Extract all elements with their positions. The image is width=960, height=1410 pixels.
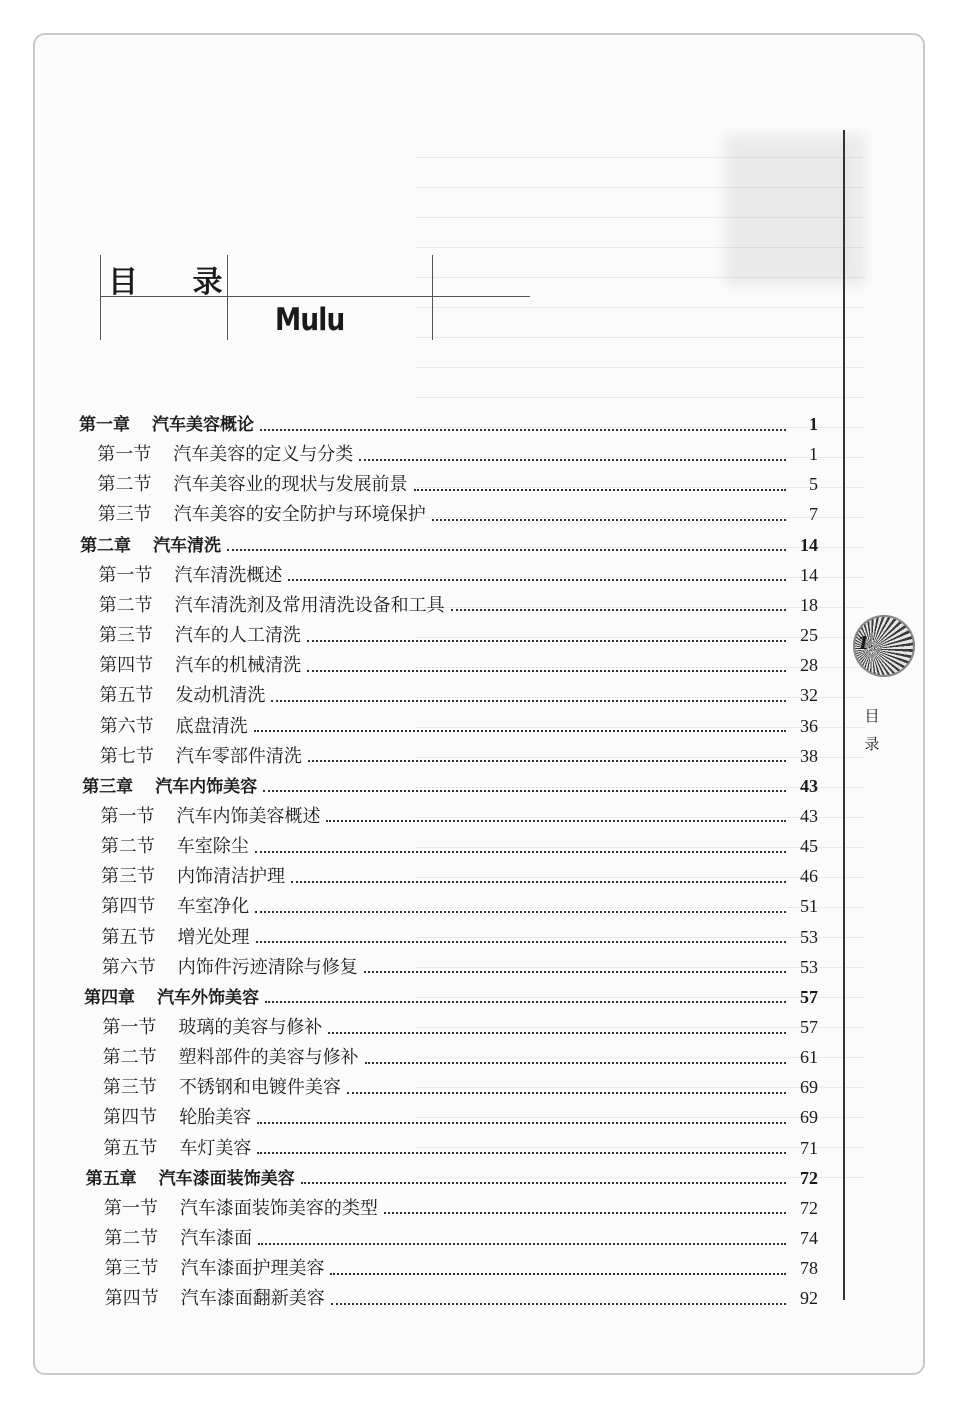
toc-section-row[interactable] xyxy=(100,742,818,772)
toc-entry-number: 第三节 xyxy=(102,1077,157,1099)
toc-entry-number: 第一章 xyxy=(79,415,130,435)
toc-page-number: 32 xyxy=(799,685,818,706)
toc-leader-dots xyxy=(384,1211,786,1214)
toc-leader-dots xyxy=(288,578,786,581)
toc-page-number: 72 xyxy=(799,1197,818,1218)
toc-entry-title: 汽车零部件清洗 xyxy=(175,745,302,767)
toc-leader-dots xyxy=(326,819,786,822)
toc-page-number: 53 xyxy=(799,956,818,977)
toc-entry-number: 第五节 xyxy=(103,1137,158,1159)
toc-entry-number: 第四节 xyxy=(104,1288,159,1310)
toc-leader-dots xyxy=(256,940,786,943)
side-section-label xyxy=(862,702,882,758)
toc-entry-title: 汽车美容业的现状与发展前景 xyxy=(173,474,408,496)
toc-entry-number: 第五节 xyxy=(99,685,154,707)
toc-entry-number: 第三节 xyxy=(97,504,152,526)
toc-entry-number: 第二章 xyxy=(80,535,132,556)
toc-leader-dots xyxy=(291,880,786,883)
toc-entry-number: 第六节 xyxy=(99,715,154,737)
toc-title-box xyxy=(100,255,530,340)
toc-entry-number: 第七节 xyxy=(99,745,154,767)
toc-leader-dots xyxy=(347,1091,786,1094)
toc-entry-title: 增光处理 xyxy=(177,926,250,948)
toc-leader-dots xyxy=(263,789,786,792)
toc-section-row[interactable] xyxy=(99,681,818,711)
toc-page-number: 69 xyxy=(799,1077,818,1098)
toc-entry-number: 第四节 xyxy=(103,1107,158,1129)
toc-leader-dots xyxy=(257,1151,786,1154)
toc-entry-number: 第一节 xyxy=(98,564,153,586)
toc-entry-title: 汽车漆面装饰美容的类型 xyxy=(179,1197,378,1219)
toc-page-number: 46 xyxy=(800,866,818,887)
toc-heading: 目 录 xyxy=(108,265,245,300)
side-label-char: 录 xyxy=(864,735,880,753)
toc-leader-dots xyxy=(330,1272,786,1275)
toc-section-row[interactable] xyxy=(101,862,818,892)
title-box-line xyxy=(100,255,101,340)
toc-entry-title: 轮胎美容 xyxy=(179,1107,252,1129)
toc-page-number: 25 xyxy=(799,625,818,646)
toc-leader-dots xyxy=(257,1121,786,1124)
toc-entry-number: 第一节 xyxy=(103,1197,158,1219)
toc-section-row[interactable] xyxy=(104,1194,818,1224)
toc-page-number: 43 xyxy=(799,805,818,826)
toc-section-row[interactable] xyxy=(98,561,818,591)
toc-page-number: 71 xyxy=(799,1137,818,1158)
toc-chapter-row[interactable] xyxy=(80,531,818,561)
toc-entry-number: 第三节 xyxy=(101,866,155,888)
toc-page-number: 57 xyxy=(799,986,818,1007)
toc-page-number: 61 xyxy=(799,1047,818,1068)
toc-leader-dots xyxy=(359,458,786,461)
toc-section-row[interactable] xyxy=(98,500,818,530)
toc-page-number: 43 xyxy=(799,775,818,796)
toc-page-number: 45 xyxy=(799,836,818,857)
title-box-line xyxy=(432,255,433,340)
toc-chapter-row[interactable] xyxy=(84,983,818,1013)
toc-page-number: 5 xyxy=(808,474,818,495)
toc-section-row[interactable] xyxy=(104,1224,818,1254)
toc-page-number: 36 xyxy=(799,715,818,736)
toc-entry-number: 第三节 xyxy=(98,625,153,647)
toc-entry-number: 第二节 xyxy=(98,594,153,616)
toc-entry-title: 汽车内饰美容概述 xyxy=(176,805,321,827)
toc-page-number: 74 xyxy=(799,1228,818,1249)
toc-page-number: 18 xyxy=(799,594,818,615)
toc-page-number: 1 xyxy=(809,414,818,434)
toc-section-row[interactable] xyxy=(102,1013,818,1043)
toc-entry-title: 汽车美容的安全防护与环境保护 xyxy=(173,504,426,526)
toc-entry-title: 发动机清洗 xyxy=(175,685,266,707)
toc-page-number: 72 xyxy=(799,1167,818,1188)
toc-section-row[interactable] xyxy=(103,1103,818,1133)
toc-entry-number: 第五章 xyxy=(85,1168,137,1189)
toc-chapter-row[interactable] xyxy=(82,772,818,802)
toc-section-row[interactable] xyxy=(103,1134,818,1164)
toc-entry-title: 内饰清洁护理 xyxy=(177,866,285,888)
toc-section-row[interactable] xyxy=(104,1254,818,1284)
toc-entry-title: 汽车的人工清洗 xyxy=(174,625,301,647)
toc-page-number: 78 xyxy=(799,1258,818,1279)
toc-entry-title: 车灯美容 xyxy=(179,1137,252,1159)
toc-entry-title: 汽车内饰美容 xyxy=(155,776,258,797)
toc-page-number: 1 xyxy=(808,444,818,465)
toc-page-number: 92 xyxy=(799,1288,818,1309)
side-page-number: 1 xyxy=(857,633,870,654)
toc-entry-title: 汽车漆面护理美容 xyxy=(180,1258,325,1280)
toc-section-row[interactable] xyxy=(99,651,818,681)
toc-entry-number: 第一节 xyxy=(97,444,152,466)
toc-section-row[interactable] xyxy=(101,832,818,862)
toc-page-number: 14 xyxy=(799,564,818,585)
toc-entry-number: 第一节 xyxy=(100,805,155,827)
toc-section-row[interactable] xyxy=(100,802,818,832)
toc-page-number: 53 xyxy=(799,926,818,947)
toc-leader-dots xyxy=(451,608,786,611)
toc-entry-number: 第一节 xyxy=(102,1017,157,1038)
toc-leader-dots xyxy=(364,970,786,973)
toc-leader-dots xyxy=(414,488,786,491)
toc-entry-number: 第四节 xyxy=(101,896,156,918)
toc-section-row[interactable] xyxy=(103,1073,818,1103)
toc-chapter-row[interactable] xyxy=(86,1164,818,1194)
toc-section-row[interactable] xyxy=(98,470,818,500)
toc-entry-title: 内饰件污迹清除与修复 xyxy=(177,956,358,978)
toc-entry-title: 汽车外饰美容 xyxy=(157,987,260,1008)
toc-section-row[interactable] xyxy=(100,712,818,742)
toc-leader-dots xyxy=(301,1181,786,1184)
toc-section-row[interactable] xyxy=(105,1284,818,1314)
toc-entry-title: 玻璃的美容与修补 xyxy=(178,1017,323,1038)
toc-entry-number: 第三节 xyxy=(104,1258,159,1280)
toc-leader-dots xyxy=(308,759,786,762)
toc-entry-title: 汽车漆面装饰美容 xyxy=(158,1168,295,1189)
toc-section-row[interactable] xyxy=(99,591,818,621)
toc-chapter-row[interactable] xyxy=(79,410,818,440)
toc-entry-title: 汽车清洗 xyxy=(153,535,222,556)
toc-page-number: 7 xyxy=(808,504,818,525)
toc-entry-title: 汽车清洗概述 xyxy=(174,564,283,586)
toc-section-row[interactable] xyxy=(97,440,818,470)
toc-entry-title: 不锈钢和电镀件美容 xyxy=(178,1077,341,1099)
toc-leader-dots xyxy=(307,639,786,642)
toc-leader-dots xyxy=(331,1302,786,1305)
toc-section-row[interactable] xyxy=(103,1043,818,1073)
toc-page-number: 69 xyxy=(799,1107,818,1128)
toc-section-row[interactable] xyxy=(102,953,818,983)
margin-rule xyxy=(843,130,845,1300)
toc-entry-title: 汽车的机械清洗 xyxy=(175,655,302,677)
toc-entry-number: 第二节 xyxy=(102,1047,157,1069)
toc-entry-title: 汽车漆面翻新美容 xyxy=(180,1288,325,1310)
toc-leader-dots xyxy=(328,1031,786,1034)
toc-leader-dots xyxy=(265,1000,786,1003)
toc-entry-number: 第五节 xyxy=(101,926,156,948)
toc-entry-number: 第二节 xyxy=(104,1228,159,1250)
toc-leader-dots xyxy=(255,850,786,853)
toc-entry-number: 第二节 xyxy=(97,474,152,496)
toc-leader-dots xyxy=(432,518,786,521)
toc-leader-dots xyxy=(254,729,786,732)
toc-leader-dots xyxy=(365,1061,786,1064)
toc-leader-dots xyxy=(255,910,786,913)
toc-leader-dots xyxy=(271,699,786,702)
toc-entry-title: 车室净化 xyxy=(177,896,250,918)
side-label-char: 目 xyxy=(864,707,880,725)
toc-entry-number: 第二节 xyxy=(100,836,155,858)
toc-entry-title: 塑料部件的美容与修补 xyxy=(178,1047,359,1069)
toc-leader-dots xyxy=(227,548,786,551)
toc-leader-dots xyxy=(307,669,786,672)
toc-entry-number: 第六节 xyxy=(101,956,156,978)
toc-page-number: 28 xyxy=(799,655,818,676)
toc-leader-dots xyxy=(258,1242,786,1245)
toc-page-number: 51 xyxy=(799,896,818,917)
toc-section-row[interactable] xyxy=(101,892,818,922)
toc-entry-title: 汽车清洗剂及常用清洗设备和工具 xyxy=(174,594,445,616)
toc-entry-title: 底盘清洗 xyxy=(175,715,248,737)
toc-entry-title: 汽车美容的定义与分类 xyxy=(173,444,354,466)
toc-page-number: 57 xyxy=(799,1017,818,1037)
toc-entry-title: 车室除尘 xyxy=(176,836,249,858)
toc-section-row[interactable] xyxy=(102,923,818,953)
toc-entry-title: 汽车漆面 xyxy=(180,1228,253,1250)
toc-section-row[interactable] xyxy=(99,621,818,651)
toc-page-number: 14 xyxy=(799,534,818,555)
toc-entry-title: 汽车美容概论 xyxy=(152,415,254,435)
toc-leader-dots xyxy=(260,428,786,431)
toc-entry-number: 第四节 xyxy=(99,655,154,677)
toc-heading-pinyin: Mulu xyxy=(275,302,345,338)
toc-page-number: 38 xyxy=(799,745,818,766)
toc-entry-number: 第四章 xyxy=(84,987,136,1008)
toc-entry-number: 第三章 xyxy=(82,776,134,797)
